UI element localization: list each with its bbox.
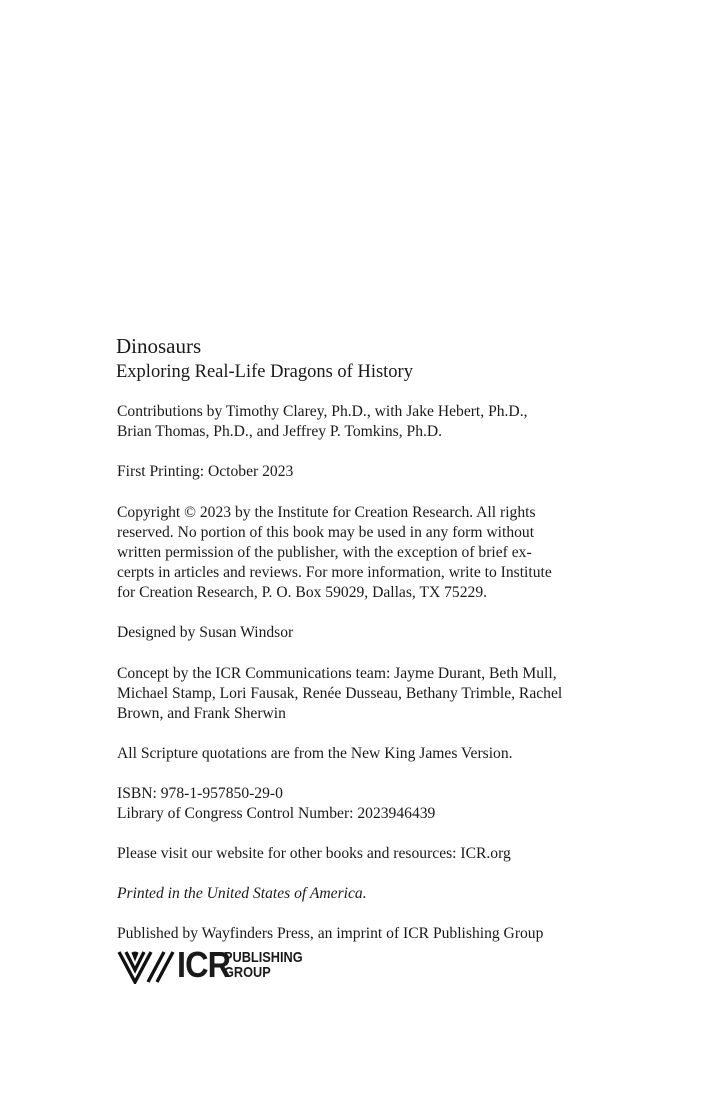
book-title: Dinosaurs xyxy=(116,334,202,358)
scripture-note: All Scripture quotations are from the New King James Version. xyxy=(117,745,513,762)
catalog-info xyxy=(117,784,435,824)
logo-text xyxy=(224,950,303,980)
book-subtitle: Exploring Real-Life Dragons of History xyxy=(116,362,413,382)
text-line: for Creation Research, P. O. Box 59029, Dallas, TX 75229. xyxy=(117,584,488,601)
published-by: Published by Wayfinders Press, an imprint of ICR Publishing Group xyxy=(117,925,544,942)
text-line: cerpts in articles and reviews. For more information, write to Institute xyxy=(117,564,552,581)
copyright-notice xyxy=(117,503,552,603)
text-line: Contributions by Timothy Clarey, Ph.D., with Jake Hebert, Ph.D., xyxy=(117,403,528,420)
text-line: reserved. No portion of this book may be used in any form without xyxy=(117,524,535,541)
logo-line: PUBLISHING xyxy=(224,949,303,966)
isbn: ISBN: 978-1-957850-29-0 xyxy=(117,785,283,802)
wayfinder-mark-icon xyxy=(117,950,177,984)
logo-line: GROUP xyxy=(224,964,271,981)
lccn: Library of Congress Control Number: 2023946439 xyxy=(117,805,436,822)
designed-by: Designed by Susan Windsor xyxy=(117,624,294,641)
logo-icr: ICR xyxy=(177,944,231,985)
text-line: Michael Stamp, Lori Fausak, Renée Dusseau, Bethany Trimble, Rachel xyxy=(117,685,563,702)
text-line: Brown, and Frank Sherwin xyxy=(117,705,286,722)
text-line: Copyright © 2023 by the Institute for Creation Research. All rights xyxy=(117,504,536,521)
text-line: Concept by the ICR Communications team: Jayme Durant, Beth Mull, xyxy=(117,665,557,682)
icr-publishing-logo xyxy=(117,944,317,987)
first-printing: First Printing: October 2023 xyxy=(117,463,294,480)
text-line: written permission of the publisher, with the exception of brief ex- xyxy=(117,544,532,561)
contributions xyxy=(117,402,528,442)
website-note: Please visit our website for other books and resources: ICR.org xyxy=(117,845,511,862)
printed-in: Printed in the United States of America. xyxy=(117,885,367,902)
text-line: Brian Thomas, Ph.D., and Jeffrey P. Tomkins, Ph.D. xyxy=(117,423,443,440)
concept-credits xyxy=(117,664,562,724)
